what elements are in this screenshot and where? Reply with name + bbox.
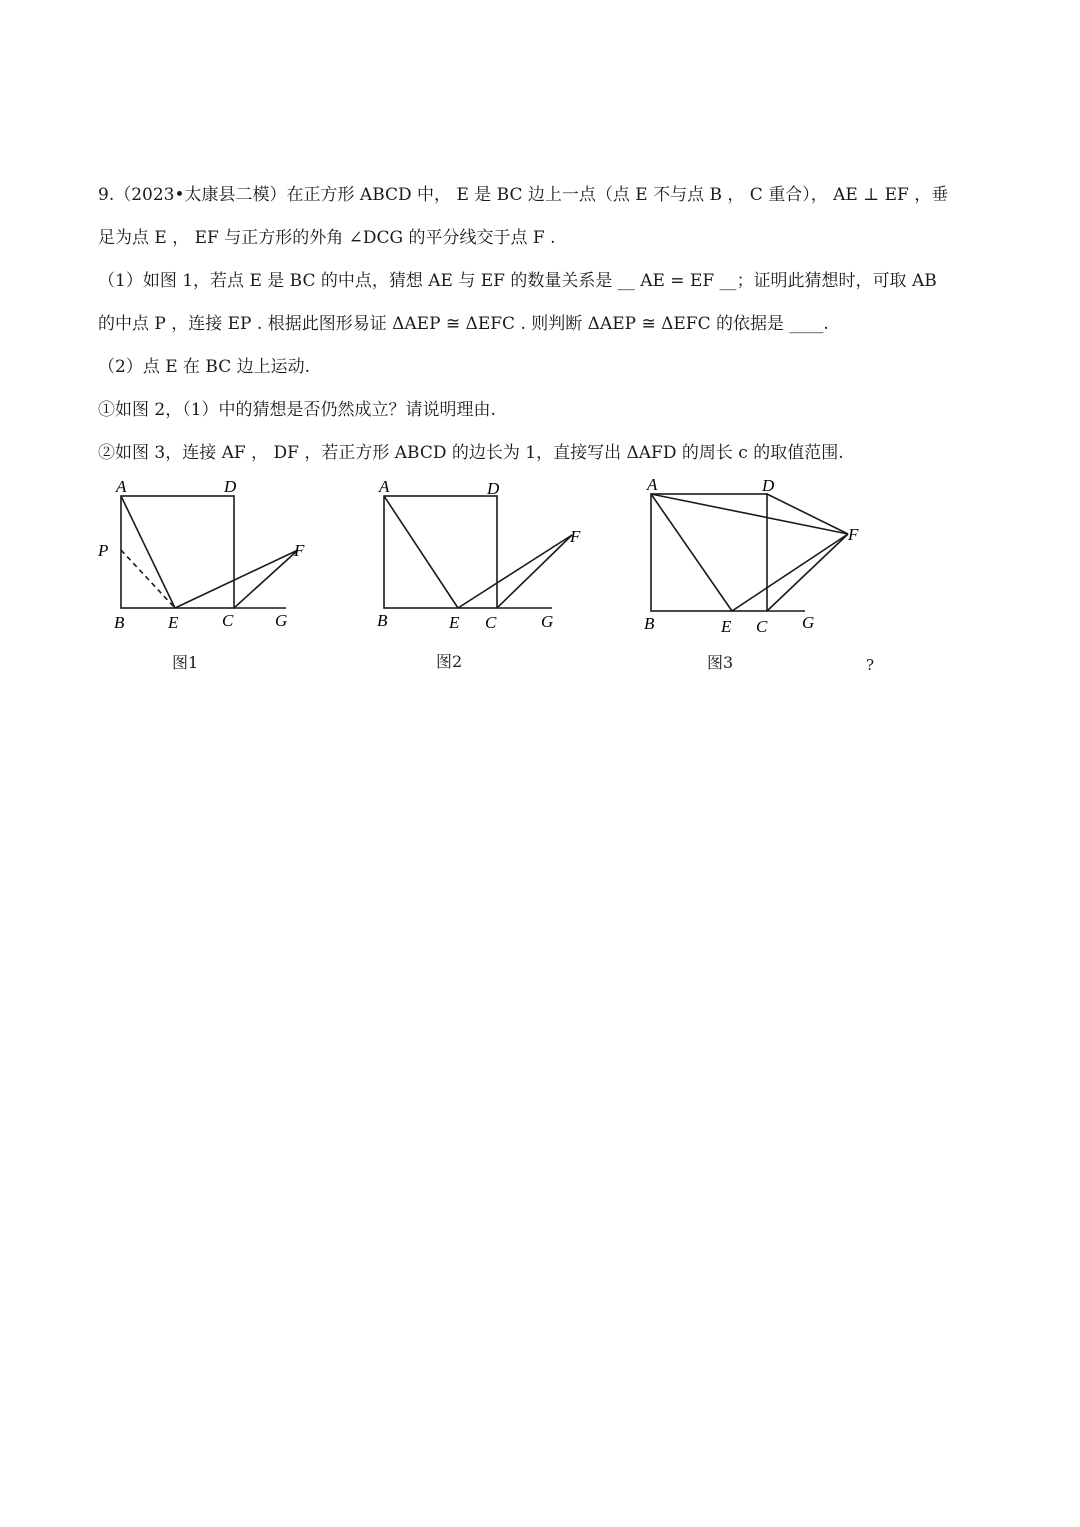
part1-a-answer: __ AE = EF __ <box>617 271 737 291</box>
fig1-label-d: D <box>224 477 237 496</box>
fig2-caption: 图2 <box>436 652 463 671</box>
fig3-line-ae <box>651 494 732 611</box>
fig3-label-d: D <box>762 476 775 495</box>
fig3-label-b: B <box>644 614 655 633</box>
fig2-label-f: F <box>570 527 581 546</box>
problem-line-1: 9.（2023•太康县二模）在正方形 ABCD 中， E 是 BC 边上一点（点 E 不与点 B ， C 重合）， AE ⊥ EF ，垂 <box>98 185 949 205</box>
fig1-line-cf <box>234 550 298 608</box>
fig1-caption: 图1 <box>172 653 199 672</box>
fig2-line-ef <box>458 535 572 608</box>
fig3-label-a: A <box>647 475 658 494</box>
part1-line-b <box>98 313 829 335</box>
fig1-label-e: E <box>168 613 179 632</box>
problem-line-2: 足为点 E ， EF 与正方形的外角 ∠DCG 的平分线交于点 F . <box>98 228 556 248</box>
fig3-label-f: F <box>848 525 859 544</box>
fig3-line-ef <box>732 534 848 611</box>
part1-line-a <box>98 270 937 292</box>
fig1-line-ef <box>175 550 298 608</box>
figure-2 <box>370 470 590 640</box>
part2-question-2: ②如图 3，连接 AF ， DF ，若正方形 ABCD 的边长为 1，直接写出 ΔAFD 的周长 c 的取值范围. <box>98 443 844 463</box>
fig1-label-c: C <box>222 611 234 630</box>
fig1-label-g: G <box>275 611 288 630</box>
fig2-label-c: C <box>485 613 497 632</box>
part1-b-answer-blank: ____ <box>789 314 824 334</box>
fig3-caption: 图3 <box>707 653 734 672</box>
figure-1 <box>90 470 310 640</box>
fig2-line-ae <box>384 496 458 608</box>
fig3-line-df <box>767 494 848 534</box>
fig1-label-f: F <box>294 541 305 560</box>
fig2-label-e: E <box>449 613 460 632</box>
fig2-line-cf <box>497 535 572 608</box>
part1-b-text: 的中点 P ，连接 EP . 根据此图形易证 ΔAEP ≅ ΔEFC . 则判断 ΔAEP ≅ ΔEFC 的依据是 <box>98 314 790 334</box>
stray-question-mark: ? <box>866 656 875 674</box>
fig1-line-ae <box>121 496 175 608</box>
fig2-label-b: B <box>377 611 388 630</box>
fig2-square <box>384 496 497 608</box>
fig3-label-g: G <box>802 613 815 632</box>
fig3-label-e: E <box>721 617 732 636</box>
figure-3 <box>630 470 870 640</box>
part2-question-1: ①如图 2，（1）中的猜想是否仍然成立？请说明理由. <box>98 400 496 420</box>
fig3-square <box>651 494 767 611</box>
fig1-label-b: B <box>114 613 125 632</box>
part1-b-text-post: . <box>823 314 829 334</box>
part1-a-text: （1）如图 1，若点 E 是 BC 的中点，猜想 AE 与 EF 的数量关系是 <box>98 271 618 291</box>
part1-a-text-post: ；证明此猜想时，可取 AB <box>736 271 937 291</box>
fig2-label-a: A <box>379 477 390 496</box>
fig1-line-pe-dashed <box>121 550 175 608</box>
part2-line: （2）点 E 在 BC 边上运动. <box>98 357 311 377</box>
fig1-square <box>121 496 234 608</box>
fig1-label-a: A <box>116 477 127 496</box>
fig2-label-g: G <box>541 612 554 631</box>
fig3-line-af <box>651 494 848 534</box>
fig1-label-p: P <box>98 541 109 560</box>
fig3-label-c: C <box>756 617 768 636</box>
fig3-line-cf <box>767 534 848 611</box>
fig2-label-d: D <box>487 479 500 498</box>
